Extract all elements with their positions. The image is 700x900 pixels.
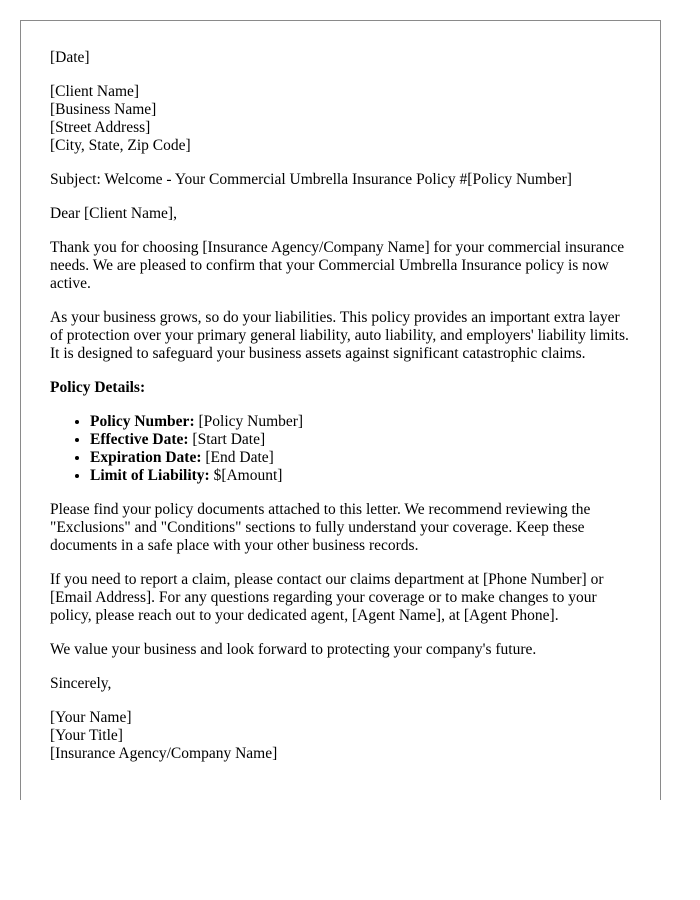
- policy-detail-label: Policy Number:: [90, 413, 195, 430]
- policy-detail-value: [End Date]: [201, 449, 274, 466]
- policy-detail-item: [90, 413, 630, 431]
- recipient-address-block: [50, 83, 630, 155]
- policy-detail-value: [Policy Number]: [194, 413, 304, 430]
- recipient-city-state-zip: [City, State, Zip Code]: [50, 137, 191, 154]
- recipient-business-name: [Business Name]: [50, 101, 157, 118]
- letter-paragraph-closing-note: We value your business and look forward to protecting your company's future.: [50, 641, 537, 658]
- policy-detail-label: Expiration Date:: [90, 449, 202, 466]
- signature-block: [50, 709, 630, 763]
- policy-detail-item: [90, 467, 630, 485]
- policy-details-heading: Policy Details:: [50, 379, 146, 396]
- letter-paragraph-coverage: As your business grows, so do your liabilities. This policy provides an important extra layer of protection over your primary general liability, auto liability, and employers' liability limits. It is designed to safeguard your business assets against significant catastrophic claims.: [50, 309, 629, 362]
- recipient-client-name: [Client Name]: [50, 83, 140, 100]
- letter-body: [50, 49, 630, 779]
- letter-paragraph-claims: If you need to report a claim, please contact our claims department at [Phone Number] or [Email Address]. For any questions regarding your coverage or to make changes to your policy, please reach out to your dedicated agent, [Agent Name], at [Agent Phone].: [50, 571, 604, 624]
- letter-subject: Subject: Welcome - Your Commercial Umbrella Insurance Policy #[Policy Number]: [50, 171, 572, 188]
- policy-detail-label: Effective Date:: [90, 431, 189, 448]
- policy-detail-item: [90, 449, 630, 467]
- policy-detail-value: $[Amount]: [209, 467, 283, 484]
- policy-detail-label: Limit of Liability:: [90, 467, 210, 484]
- signature-company: [Insurance Agency/Company Name]: [50, 745, 278, 762]
- letter-page: [20, 20, 661, 800]
- letter-paragraph-documents: Please find your policy documents attached to this letter. We recommend reviewing the "Exclusions" and "Conditions" sections to fully understand your coverage. Keep these documents in a safe place with your other business records.: [50, 501, 591, 554]
- signature-title: [Your Title]: [50, 727, 123, 744]
- letter-date: [Date]: [50, 49, 90, 66]
- policy-detail-item: [90, 431, 630, 449]
- letter-paragraph-intro: Thank you for choosing [Insurance Agency/Company Name] for your commercial insurance needs. We are pleased to confirm that your Commercial Umbrella Insurance policy is now active.: [50, 239, 625, 292]
- letter-salutation: Dear [Client Name],: [50, 205, 177, 222]
- recipient-street-address: [Street Address]: [50, 119, 151, 136]
- policy-details-list: [50, 413, 630, 485]
- policy-detail-value: [Start Date]: [188, 431, 266, 448]
- signature-name: [Your Name]: [50, 709, 132, 726]
- letter-closing: Sincerely,: [50, 675, 112, 692]
